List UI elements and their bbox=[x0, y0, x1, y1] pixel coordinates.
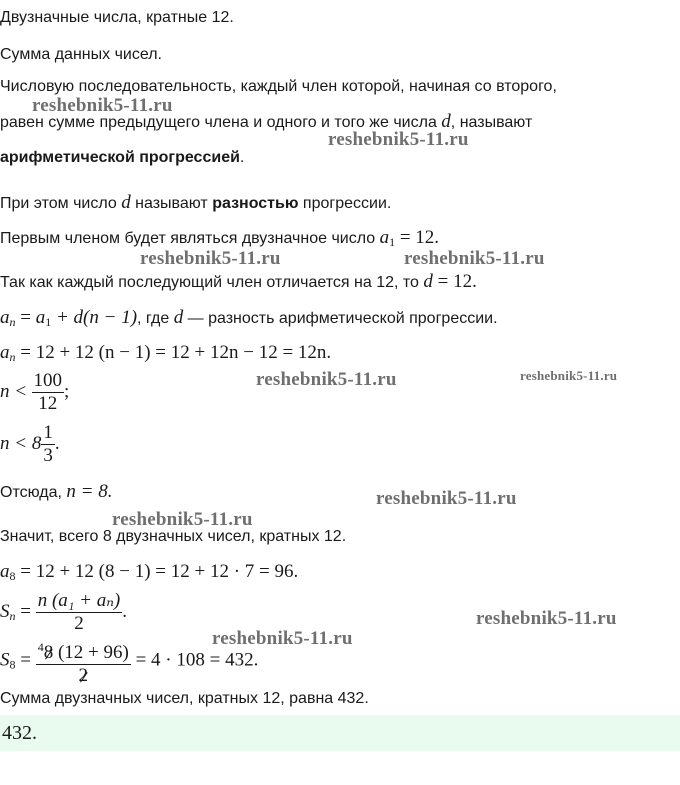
math: a bbox=[35, 307, 46, 328]
subscript: n bbox=[9, 315, 16, 329]
numerator: n (a₁ + aₙ) bbox=[37, 590, 121, 612]
text: называют bbox=[130, 195, 213, 212]
numerator: 1 bbox=[43, 422, 53, 444]
watermark: reshebnik5-11.ru bbox=[32, 95, 173, 116]
fraction bbox=[36, 636, 131, 687]
answer-box bbox=[0, 715, 680, 751]
subscript: 1 bbox=[45, 315, 52, 329]
fraction bbox=[36, 590, 123, 635]
watermark: reshebnik5-11.ru bbox=[140, 248, 281, 269]
line-conclusion: Сумма двузначных чисел, кратных 12, равна 432. bbox=[0, 690, 369, 707]
cancelled-digit: 8 bbox=[43, 642, 54, 663]
line-definition-1: Числовую последовательность, каждый член которой, начиная со второго, bbox=[0, 78, 557, 95]
math: d bbox=[423, 271, 433, 292]
term-bold: арифметической прогрессией bbox=[0, 149, 240, 166]
text: равен сумме предыдущего члена и одного и того же числа bbox=[0, 114, 442, 131]
text: Так как каждый последующий член отличается на 12, то bbox=[0, 274, 424, 291]
fraction bbox=[41, 422, 55, 467]
text: прогрессии. bbox=[298, 195, 392, 212]
line-nth-formula bbox=[0, 308, 498, 332]
term-bold: разностью bbox=[212, 195, 299, 212]
math: = 12 + 12 (n − 1) = 12 + 12n − 12 = 12n. bbox=[15, 342, 332, 363]
line-inequality-2 bbox=[0, 420, 60, 469]
line-common-diff bbox=[0, 272, 477, 293]
math: S bbox=[0, 649, 10, 671]
denominator: 12 bbox=[38, 393, 58, 415]
math: . bbox=[122, 601, 127, 622]
watermark: reshebnik5-11.ru bbox=[404, 248, 545, 269]
text: — разность арифметической прогрессии. bbox=[183, 310, 498, 327]
math: + d(n − 1) bbox=[51, 307, 138, 328]
subscript: 1 bbox=[389, 235, 396, 249]
text: Первым членом будет являться двузначное число bbox=[0, 230, 380, 247]
watermark: reshebnik5-11.ru bbox=[112, 509, 253, 530]
text: При этом число bbox=[0, 195, 122, 212]
line-find: Сумма данных чисел. bbox=[0, 46, 162, 63]
watermark: reshebnik5-11.ru bbox=[520, 368, 618, 383]
math: n < bbox=[0, 381, 28, 402]
math: = bbox=[15, 601, 36, 622]
math: ; bbox=[64, 381, 70, 402]
line-count: Значит, всего 8 двузначных чисел, кратных 12. bbox=[0, 528, 347, 545]
math: = bbox=[15, 307, 36, 328]
line-definition-3 bbox=[0, 148, 244, 168]
watermark: reshebnik5-11.ru bbox=[256, 369, 397, 390]
math: = bbox=[15, 649, 36, 671]
line-hence bbox=[0, 482, 112, 503]
math: d bbox=[121, 192, 131, 213]
subscript: n bbox=[9, 609, 16, 623]
text: . bbox=[239, 149, 245, 166]
math: a bbox=[0, 307, 10, 328]
math: d bbox=[441, 111, 451, 132]
line-given: Двузначные числа, кратные 12. bbox=[0, 9, 234, 26]
line-difference bbox=[0, 193, 391, 214]
numerator: 100 bbox=[33, 370, 63, 392]
math: = 4 · 108 = 432. bbox=[130, 649, 259, 671]
subscript: n bbox=[9, 350, 16, 364]
math: = 12. bbox=[432, 271, 477, 292]
math: = 12. bbox=[395, 227, 440, 248]
math: n = 8. bbox=[66, 481, 113, 502]
denominator: 2 bbox=[74, 613, 84, 635]
math: a bbox=[0, 342, 10, 363]
answer-value: 432. bbox=[2, 722, 37, 744]
denominator: 3 bbox=[43, 445, 53, 467]
text: , где bbox=[137, 310, 174, 327]
watermark: reshebnik5-11.ru bbox=[476, 608, 617, 629]
math: S bbox=[0, 601, 10, 622]
math: a bbox=[0, 561, 10, 582]
watermark: reshebnik5-11.ru bbox=[376, 488, 517, 509]
line-inequality-1 bbox=[0, 368, 69, 417]
cancelled-denominator: 2 bbox=[78, 665, 89, 686]
math: . bbox=[54, 433, 60, 454]
line-a8 bbox=[0, 562, 298, 586]
line-sum-formula bbox=[0, 588, 127, 640]
line-nth-calc bbox=[0, 343, 331, 367]
subscript: 8 bbox=[9, 569, 16, 583]
math: d bbox=[173, 307, 184, 328]
watermark: reshebnik5-11.ru bbox=[328, 129, 469, 150]
text: Отсюда, bbox=[0, 484, 67, 501]
cancel-result: 4 bbox=[37, 640, 44, 654]
text: , называют bbox=[450, 114, 533, 131]
watermark: reshebnik5-11.ru bbox=[212, 628, 353, 649]
math: n < 8 bbox=[0, 433, 42, 454]
subscript: 8 bbox=[9, 657, 16, 672]
math: = 12 + 12 (8 − 1) = 12 + 12 · 7 = 96. bbox=[15, 561, 299, 582]
numerator: (12 + 96) bbox=[53, 642, 129, 663]
math: a bbox=[379, 227, 390, 248]
fraction bbox=[32, 370, 65, 415]
